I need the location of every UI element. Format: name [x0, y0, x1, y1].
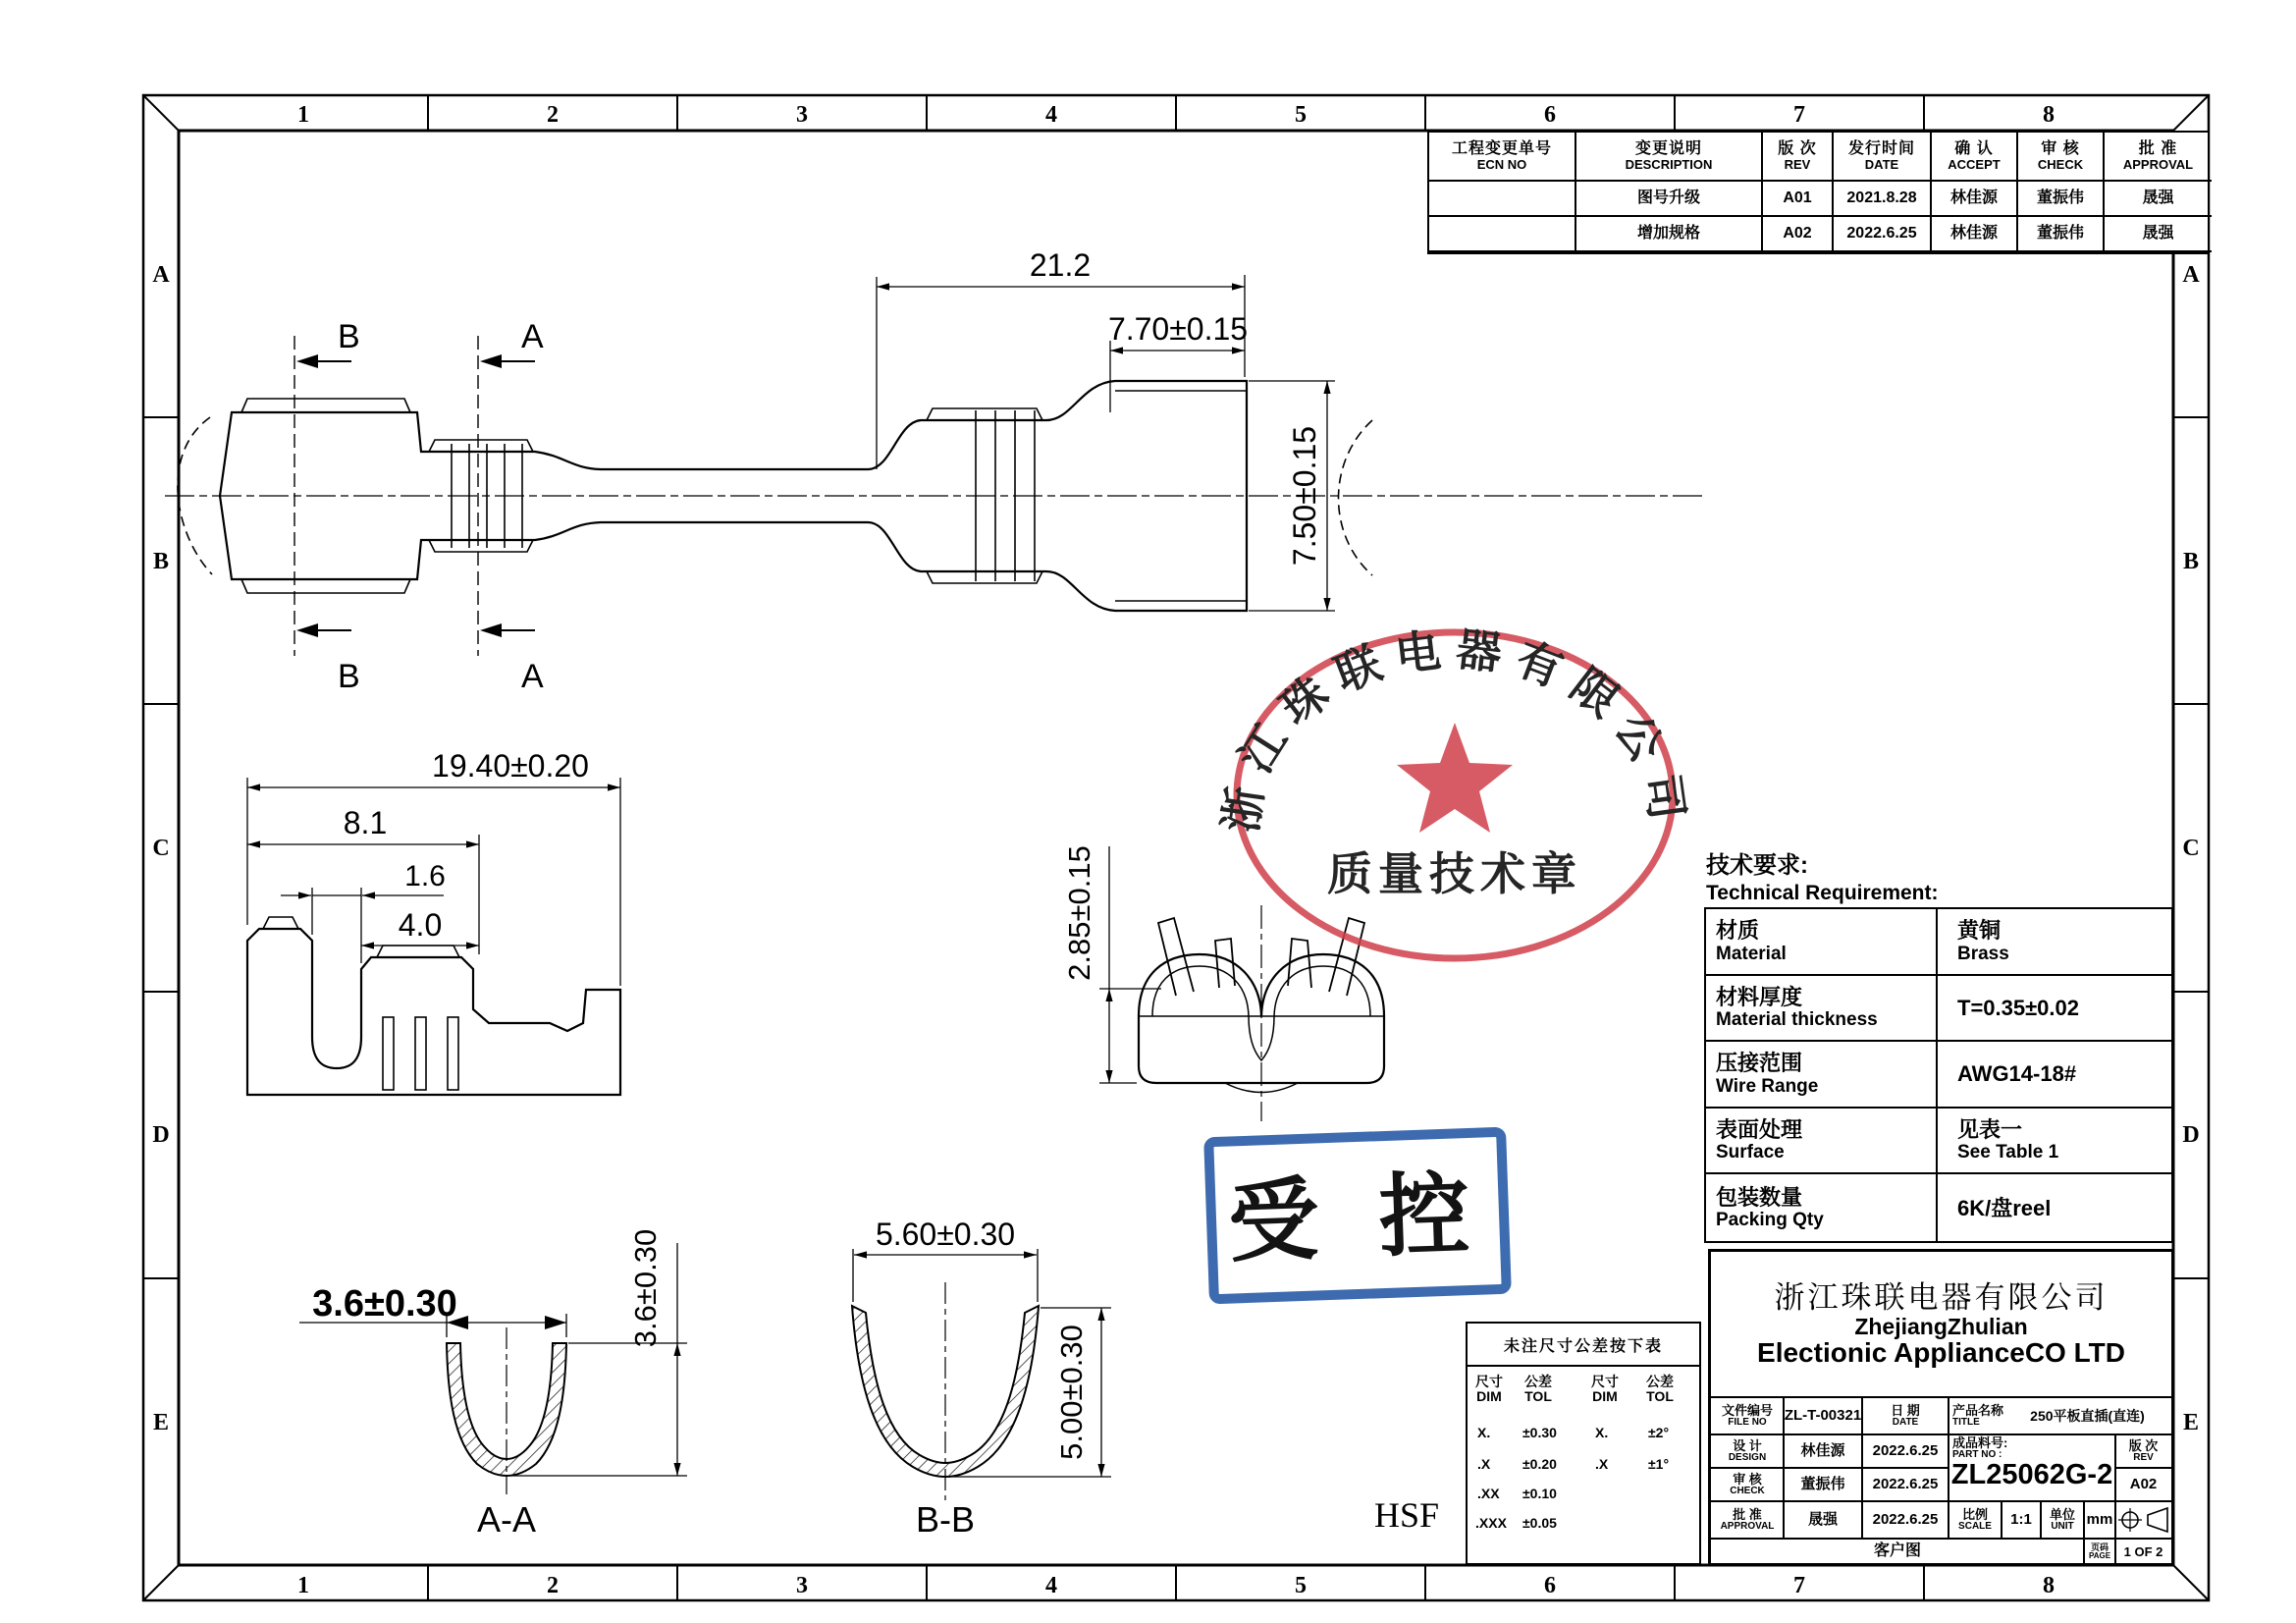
check-date: 2022.6.25	[1861, 1467, 1949, 1502]
dim-insulation-crimp: 7.70±0.15	[1107, 311, 1249, 347]
tech-value-material	[1938, 909, 2171, 976]
dim-barrel-height: 7.50±0.15	[1287, 425, 1322, 567]
dim-overall-length: 21.2	[1029, 247, 1092, 283]
scale-value: 1:1	[2001, 1500, 2042, 1540]
dim-aa-height: 3.6±0.30	[628, 1228, 663, 1348]
dim-side-4-0: 4.0	[398, 907, 443, 943]
file-no-value: ZL-T-00321	[1783, 1396, 1863, 1435]
tol-header-dim	[1475, 1375, 1503, 1405]
zone-row: D	[152, 1122, 170, 1148]
hdr-zh: 尺寸	[1475, 1374, 1503, 1389]
controlled-stamp-text: 受 控	[1226, 1163, 1489, 1273]
file-no-label: 文件编号 FILE NO	[1710, 1396, 1785, 1435]
value: 6K/盘reel	[1957, 1195, 2052, 1220]
zone-col: 5	[1295, 1573, 1307, 1598]
tech-value-packing	[1938, 1174, 2171, 1241]
zone-row: B	[2182, 549, 2200, 574]
zone-col: 3	[796, 102, 808, 128]
rev-row-cell: 晟强	[2105, 217, 2212, 252]
dim-end-height: 2.85±0.15	[1062, 845, 1096, 981]
controlled-stamp	[1208, 1132, 1506, 1299]
tech-label-thickness	[1706, 976, 1938, 1043]
rev-row-cell: 董振伟	[2018, 182, 2105, 217]
end-view-dimensions	[1099, 846, 1161, 1083]
header-en: ECN NO	[1476, 156, 1527, 172]
label-en: Wire Range	[1716, 1075, 1819, 1097]
product-title: 250平板直插(直连)	[2030, 1407, 2145, 1424]
tech-value-surface	[1938, 1109, 2171, 1175]
zone-row: A	[152, 262, 170, 288]
zone-col: 4	[1045, 1573, 1057, 1598]
dim-side-8-1: 8.1	[343, 805, 388, 840]
tol-val: ±1°	[1648, 1456, 1670, 1472]
tol-val: ±0.10	[1522, 1486, 1557, 1501]
scale-label: 比例 SCALE	[1948, 1500, 2002, 1540]
tolerance-title: 未注尺寸公差按下表	[1468, 1324, 1699, 1367]
rev-row-cell	[1429, 217, 1576, 252]
header-zh: 确 认	[1954, 140, 1994, 158]
rev-header-description	[1576, 133, 1763, 182]
zone-row: C	[2182, 836, 2200, 861]
header-zh: 变更说明	[1634, 140, 1702, 158]
label-zh: 材质	[1716, 918, 1760, 944]
tech-value-thickness	[1938, 976, 2171, 1043]
tech-label-wire-range	[1706, 1042, 1938, 1109]
zone-col: 2	[547, 102, 559, 128]
tol-dim: X.	[1595, 1425, 1609, 1440]
rev-header-rev	[1763, 133, 1834, 182]
hdr-zh: 尺寸	[1591, 1374, 1619, 1389]
company-name-zh: 浙江珠联电器有限公司	[1774, 1279, 2109, 1315]
zone-col: 1	[297, 1573, 309, 1598]
section-label-b: B	[338, 658, 360, 695]
label-zh: 包装数量	[1716, 1184, 1803, 1210]
approval-label: 批 准 APPROVAL	[1710, 1500, 1785, 1540]
stamp-bottom-text: 质量技术章	[1327, 848, 1582, 899]
rev-header-date	[1834, 133, 1932, 182]
tol-header-dim2	[1591, 1375, 1619, 1405]
date-header: 日 期 DATE	[1861, 1396, 1949, 1435]
dim-side-overall: 19.40±0.20	[432, 748, 589, 784]
zone-col: 4	[1045, 102, 1057, 128]
tech-title-zh: 技术要求:	[1706, 852, 1808, 879]
tol-val: ±2°	[1648, 1425, 1670, 1440]
star-icon	[1397, 723, 1513, 833]
title-block	[1708, 1249, 2173, 1565]
unit-value: mm	[2083, 1500, 2116, 1540]
tech-value-wire-range	[1938, 1042, 2171, 1109]
section-label-a: A	[521, 318, 544, 355]
zone-col: 3	[796, 1573, 808, 1598]
zone-row: B	[152, 549, 170, 574]
technical-requirement-title	[1706, 852, 1939, 905]
page-label: 页码 PAGE	[2083, 1538, 2116, 1566]
zone-col: 7	[1793, 1573, 1805, 1598]
dim-bb-height: 5.00±0.30	[1054, 1325, 1089, 1460]
company-name-en2: Electionic ApplianceCO LTD	[1757, 1336, 2125, 1368]
hdr-en: TOL	[1646, 1388, 1674, 1405]
header-zh: 发行时间	[1847, 140, 1915, 158]
section-label-b: B	[338, 318, 360, 355]
section-bb-label: B-B	[915, 1499, 976, 1540]
section-aa-label: A-A	[476, 1499, 537, 1540]
label-zh: 压接范围	[1716, 1051, 1803, 1076]
header-zh: 审 核	[2041, 140, 2080, 158]
zone-row: C	[152, 836, 170, 861]
approval-date: 2022.6.25	[1861, 1500, 1949, 1540]
rev-header-approval	[2105, 133, 2212, 182]
zone-col: 8	[2043, 1573, 2055, 1598]
design-name: 林佳源	[1783, 1434, 1863, 1469]
rev-row-cell: 2021.8.28	[1834, 182, 1932, 217]
zone-col: 6	[1544, 102, 1556, 128]
stamp-arc-text: 浙江珠联电器有限公司	[1214, 622, 1695, 836]
first-angle-projection-icon	[2118, 1505, 2169, 1535]
value: T=0.35±0.02	[1957, 995, 2079, 1020]
projection-symbol-cell	[2114, 1500, 2172, 1540]
tol-val: ±0.20	[1522, 1456, 1557, 1472]
label-en: Surface	[1716, 1142, 1785, 1163]
hdr-en: DIM	[1592, 1388, 1618, 1405]
label-en: Material thickness	[1716, 1009, 1878, 1031]
zone-col: 2	[547, 1573, 559, 1598]
check-name: 董振伟	[1783, 1467, 1863, 1502]
rev-row-cell: 晟强	[2105, 182, 2212, 217]
design-date: 2022.6.25	[1861, 1434, 1949, 1469]
tol-dim: .X	[1477, 1456, 1491, 1472]
tol-dim: .X	[1595, 1456, 1609, 1472]
header-zh: 批 准	[2138, 140, 2178, 158]
tol-dim: .XX	[1477, 1486, 1500, 1501]
rev-row-cell: 董振伟	[2018, 217, 2105, 252]
rev-row-cell: 增加规格	[1576, 217, 1763, 252]
rev-row-cell	[1429, 182, 1576, 217]
value-zh: 黄铜	[1957, 918, 2002, 944]
zone-row: D	[2182, 1122, 2200, 1148]
tech-title-en: Technical Requirement:	[1706, 881, 1939, 904]
label-en: Material	[1716, 943, 1787, 964]
rev-row-cell: 2022.6.25	[1834, 217, 1932, 252]
tech-label-surface	[1706, 1109, 1938, 1175]
value-zh: 见表一	[1957, 1117, 2023, 1143]
tol-val: ±0.05	[1522, 1515, 1557, 1531]
zone-row: E	[2182, 1410, 2200, 1435]
rev-row-cell: A01	[1763, 182, 1834, 217]
rev-row-cell: 林佳源	[1932, 182, 2018, 217]
zone-row: E	[152, 1410, 170, 1435]
zone-row: A	[2182, 262, 2200, 288]
section-label-a: A	[521, 658, 544, 695]
rev-value: A02	[2114, 1467, 2172, 1502]
header-zh: 工程变更单号	[1451, 140, 1552, 158]
hdr-en: DIM	[1476, 1388, 1502, 1405]
rev-header-accept	[1932, 133, 2018, 182]
hsf-label: HSF	[1374, 1495, 1440, 1535]
header-en: ACCEPT	[1948, 156, 2001, 172]
hdr-zh: 公差	[1646, 1374, 1674, 1389]
zone-col: 7	[1793, 102, 1805, 128]
company-name-en1: ZhejiangZhulian	[1854, 1313, 2028, 1339]
tol-dim: X.	[1477, 1425, 1491, 1440]
header-en: CHECK	[2037, 156, 2084, 172]
header-en: APPROVAL	[2122, 156, 2194, 172]
tol-header-tol2	[1646, 1375, 1674, 1405]
check-label: 审 核 CHECK	[1710, 1467, 1785, 1502]
header-zh: 版 次	[1778, 140, 1817, 158]
part-no-value: ZL25062G-2	[1950, 1459, 2113, 1491]
part-no-cell: 成品料号: PART NO : ZL25062G-2	[1948, 1434, 2116, 1502]
tech-label-material	[1706, 909, 1938, 976]
tolerance-table	[1466, 1322, 1701, 1565]
header-en: DESCRIPTION	[1625, 156, 1713, 172]
header-en: DATE	[1864, 156, 1899, 172]
tol-header-tol	[1524, 1375, 1552, 1405]
hdr-en: TOL	[1524, 1388, 1552, 1405]
value-en: Brass	[1957, 943, 2009, 964]
design-label: 设 计 DESIGN	[1710, 1434, 1785, 1469]
quality-stamp	[1215, 623, 1695, 958]
customer-drawing-label: 客户图	[1710, 1538, 2085, 1566]
rev-row-cell: 林佳源	[1932, 217, 2018, 252]
page-value: 1 OF 2	[2114, 1538, 2172, 1566]
tol-val: ±0.30	[1522, 1425, 1557, 1440]
tol-dim: .XXX	[1475, 1515, 1507, 1531]
dim-aa-width: 3.6±0.30	[312, 1283, 457, 1325]
revision-table	[1427, 131, 2210, 254]
value-en: See Table 1	[1957, 1142, 2059, 1163]
header-en: REV	[1784, 156, 1811, 172]
label-en: Packing Qty	[1716, 1209, 1824, 1230]
zone-col: 6	[1544, 1573, 1556, 1598]
technical-requirement-table	[1704, 907, 2173, 1243]
rev-row-cell: 图号升级	[1576, 182, 1763, 217]
dim-bb-width: 5.60±0.30	[875, 1217, 1016, 1252]
dim-side-1-6: 1.6	[404, 860, 446, 893]
rev-header-check	[2018, 133, 2105, 182]
rev-row-cell: A02	[1763, 217, 1834, 252]
zone-col: 8	[2043, 102, 2055, 128]
label-zh: 表面处理	[1716, 1117, 1803, 1143]
unit-label: 单位 UNIT	[2040, 1500, 2085, 1540]
product-title-cell: 产品名称 TITLE 250平板直插(直连)	[1948, 1396, 2172, 1435]
tech-label-packing	[1706, 1174, 1938, 1241]
zone-col: 5	[1295, 102, 1307, 128]
top-view	[165, 275, 1703, 656]
value: AWG14-18#	[1957, 1061, 2077, 1087]
rev-label: 版 次 REV	[2114, 1434, 2172, 1469]
company-cell	[1710, 1251, 2172, 1398]
hdr-zh: 公差	[1524, 1374, 1552, 1389]
approval-name: 晟强	[1783, 1500, 1863, 1540]
zone-col: 1	[297, 102, 309, 128]
label-zh: 材料厚度	[1716, 984, 1803, 1009]
rev-header-ecn	[1429, 133, 1576, 182]
top-view-dimensions	[877, 275, 1335, 611]
